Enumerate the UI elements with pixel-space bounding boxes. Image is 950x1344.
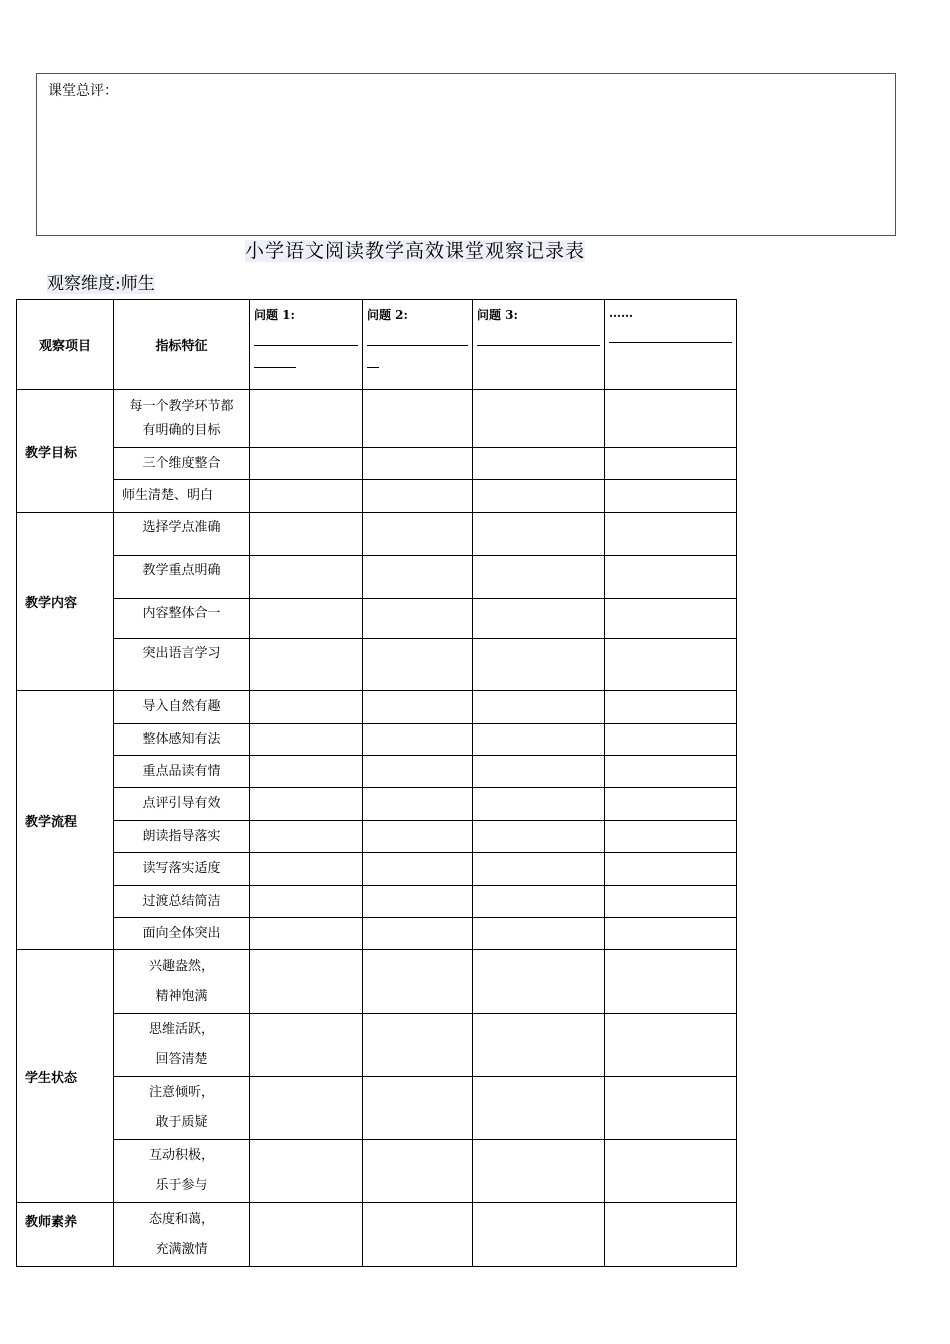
table-row	[17, 448, 737, 480]
indicator-text: 态度和蔼，	[148, 1211, 214, 1227]
answer-cell[interactable]	[605, 821, 737, 853]
indicator-text: 回答清楚	[155, 1052, 208, 1067]
indicator-text: 兴趣盎然，	[148, 958, 214, 974]
answer-cell[interactable]	[605, 853, 737, 886]
table-row	[17, 599, 737, 639]
answer-cell[interactable]	[250, 691, 363, 724]
table-row	[17, 513, 737, 556]
answer-cell[interactable]	[250, 1140, 363, 1203]
question-2-blank-line-2	[367, 367, 379, 368]
answer-cell[interactable]	[473, 1203, 605, 1267]
answer-cell[interactable]	[363, 853, 473, 886]
answer-cell[interactable]	[473, 639, 605, 691]
indicator-text: 乐于参与	[155, 1178, 208, 1193]
answer-cell[interactable]	[250, 1203, 363, 1267]
answer-cell[interactable]	[605, 639, 737, 691]
question-2-label: 问题 2:	[367, 308, 408, 322]
answer-cell[interactable]	[473, 886, 605, 918]
category-teacher-quality: 教师素养	[17, 1203, 114, 1267]
question-2-blank-line	[367, 345, 468, 346]
indicator-text: 充满激情	[155, 1241, 208, 1257]
table-row	[17, 788, 737, 821]
answer-cell[interactable]	[363, 821, 473, 853]
indicator-text: 教学重点明确	[114, 556, 250, 599]
answer-cell[interactable]	[363, 950, 473, 1014]
answer-cell[interactable]	[363, 448, 473, 480]
header-question-3[interactable]	[473, 300, 605, 390]
category-teaching-goal: 教学目标	[17, 390, 114, 513]
answer-cell[interactable]	[363, 1203, 473, 1267]
document-title-text: 小学语文阅读教学高效课堂观察记录表	[244, 240, 585, 262]
indicator-text: 精神饱满	[155, 988, 208, 1004]
answer-cell[interactable]	[605, 513, 737, 556]
table-row	[17, 853, 737, 886]
indicator-text: 朗读指导落实	[114, 821, 250, 853]
answer-cell[interactable]	[250, 390, 363, 448]
header-question-1[interactable]	[250, 300, 363, 390]
answer-cell[interactable]	[473, 756, 605, 788]
answer-cell[interactable]	[605, 788, 737, 821]
header-indicator: 指标特征	[114, 300, 250, 390]
indicator-text: 每一个教学环节都	[129, 398, 234, 414]
answer-cell[interactable]	[250, 886, 363, 918]
observation-dimension	[47, 269, 155, 294]
table-row	[17, 1014, 737, 1077]
answer-cell[interactable]	[250, 599, 363, 639]
answer-cell[interactable]	[250, 513, 363, 556]
answer-cell[interactable]	[250, 639, 363, 691]
answer-cell[interactable]	[250, 1014, 363, 1077]
header-question-more[interactable]	[605, 300, 737, 390]
answer-cell[interactable]	[605, 599, 737, 639]
table-row	[17, 950, 737, 1014]
table-row	[17, 886, 737, 918]
category-teaching-content: 教学内容	[17, 513, 114, 691]
answer-cell[interactable]	[605, 480, 737, 513]
question-more-label: ……	[609, 306, 633, 320]
answer-cell[interactable]	[605, 724, 737, 756]
answer-cell[interactable]	[473, 821, 605, 853]
answer-cell[interactable]	[473, 788, 605, 821]
answer-cell[interactable]	[363, 1014, 473, 1077]
indicator-text: 有明确的目标	[142, 422, 221, 438]
answer-cell[interactable]	[605, 1014, 737, 1077]
indicator-text: 读写落实适度	[114, 853, 250, 886]
table-row	[17, 1077, 737, 1140]
indicator-cell	[114, 950, 250, 1014]
indicator-text: 点评引导有效	[114, 788, 250, 821]
answer-cell[interactable]	[473, 1014, 605, 1077]
answer-cell[interactable]	[473, 691, 605, 724]
answer-cell[interactable]	[473, 853, 605, 886]
answer-cell[interactable]	[250, 448, 363, 480]
answer-cell[interactable]	[363, 724, 473, 756]
answer-cell[interactable]	[363, 1140, 473, 1203]
table-row	[17, 639, 737, 691]
answer-cell[interactable]	[473, 599, 605, 639]
answer-cell[interactable]	[363, 918, 473, 950]
table-row	[17, 756, 737, 788]
header-row	[17, 300, 737, 390]
table-row	[17, 390, 737, 448]
summary-box[interactable]	[36, 73, 896, 236]
answer-cell[interactable]	[605, 390, 737, 448]
answer-cell[interactable]	[363, 599, 473, 639]
answer-cell[interactable]	[605, 918, 737, 950]
answer-cell[interactable]	[473, 1140, 605, 1203]
answer-cell[interactable]	[363, 788, 473, 821]
answer-cell[interactable]	[250, 1077, 363, 1140]
answer-cell[interactable]	[605, 1140, 737, 1203]
category-teaching-flow: 教学流程	[17, 691, 114, 950]
answer-cell[interactable]	[250, 821, 363, 853]
answer-cell[interactable]	[473, 480, 605, 513]
summary-label: 课堂总评：	[48, 83, 118, 99]
answer-cell[interactable]	[363, 691, 473, 724]
category-student-state: 学生状态	[17, 950, 114, 1203]
indicator-text: 注意倾听，	[148, 1085, 214, 1100]
indicator-cell	[114, 1203, 250, 1267]
answer-cell[interactable]	[363, 556, 473, 599]
answer-cell[interactable]	[363, 886, 473, 918]
answer-cell[interactable]	[250, 918, 363, 950]
indicator-text: 思维活跃，	[148, 1022, 214, 1037]
indicator-text: 师生清楚、明白	[114, 480, 250, 513]
indicator-cell	[114, 1140, 250, 1203]
answer-cell[interactable]	[250, 724, 363, 756]
indicator-text: 突出语言学习	[114, 639, 250, 691]
answer-cell[interactable]	[605, 756, 737, 788]
answer-cell[interactable]	[605, 691, 737, 724]
answer-cell[interactable]	[363, 513, 473, 556]
answer-cell[interactable]	[250, 853, 363, 886]
header-question-2[interactable]	[363, 300, 473, 390]
answer-cell[interactable]	[250, 556, 363, 599]
answer-cell[interactable]	[605, 886, 737, 918]
answer-cell[interactable]	[363, 480, 473, 513]
indicator-text: 导入自然有趣	[114, 691, 250, 724]
answer-cell[interactable]	[473, 1077, 605, 1140]
indicator-text: 整体感知有法	[114, 724, 250, 756]
answer-cell[interactable]	[473, 448, 605, 480]
indicator-cell	[114, 1014, 250, 1077]
answer-cell[interactable]	[605, 950, 737, 1014]
indicator-text: 三个维度整合	[114, 448, 250, 480]
indicator-text: 敢于质疑	[155, 1115, 208, 1130]
answer-cell[interactable]	[605, 556, 737, 599]
answer-cell[interactable]	[363, 390, 473, 448]
question-1-blank-line	[254, 345, 358, 346]
answer-cell[interactable]	[473, 918, 605, 950]
observation-table	[16, 299, 737, 1267]
indicator-cell	[114, 1077, 250, 1140]
answer-cell[interactable]	[473, 724, 605, 756]
answer-cell[interactable]	[473, 390, 605, 448]
question-3-label: 问题 3:	[477, 308, 518, 322]
header-observation-item: 观察项目	[17, 300, 114, 390]
table-row	[17, 1203, 737, 1267]
question-3-blank-line	[477, 345, 600, 346]
answer-cell[interactable]	[250, 950, 363, 1014]
answer-cell[interactable]	[250, 788, 363, 821]
answer-cell[interactable]	[250, 480, 363, 513]
table-row	[17, 556, 737, 599]
answer-cell[interactable]	[473, 513, 605, 556]
indicator-cell	[114, 390, 250, 448]
table-row	[17, 724, 737, 756]
answer-cell[interactable]	[605, 1203, 737, 1267]
table-row	[17, 821, 737, 853]
answer-cell[interactable]	[605, 1077, 737, 1140]
answer-cell[interactable]	[363, 1077, 473, 1140]
answer-cell[interactable]	[473, 556, 605, 599]
answer-cell[interactable]	[363, 756, 473, 788]
indicator-text: 面向全体突出	[114, 918, 250, 950]
answer-cell[interactable]	[473, 950, 605, 1014]
document-title	[0, 236, 830, 263]
question-1-label: 问题 1:	[254, 308, 295, 322]
answer-cell[interactable]	[605, 448, 737, 480]
table-row	[17, 691, 737, 724]
question-more-blank-line	[609, 342, 732, 343]
indicator-text: 选择学点准确	[114, 513, 250, 556]
observation-dimension-text: 观察维度:师生	[47, 274, 155, 294]
indicator-text: 重点品读有情	[114, 756, 250, 788]
indicator-text: 互动积极，	[148, 1148, 214, 1163]
answer-cell[interactable]	[250, 756, 363, 788]
question-1-blank-line-2	[254, 367, 296, 368]
table-row	[17, 918, 737, 950]
table-row	[17, 480, 737, 513]
indicator-text: 过渡总结简洁	[114, 886, 250, 918]
indicator-text: 内容整体合一	[114, 599, 250, 639]
answer-cell[interactable]	[363, 639, 473, 691]
table-row	[17, 1140, 737, 1203]
